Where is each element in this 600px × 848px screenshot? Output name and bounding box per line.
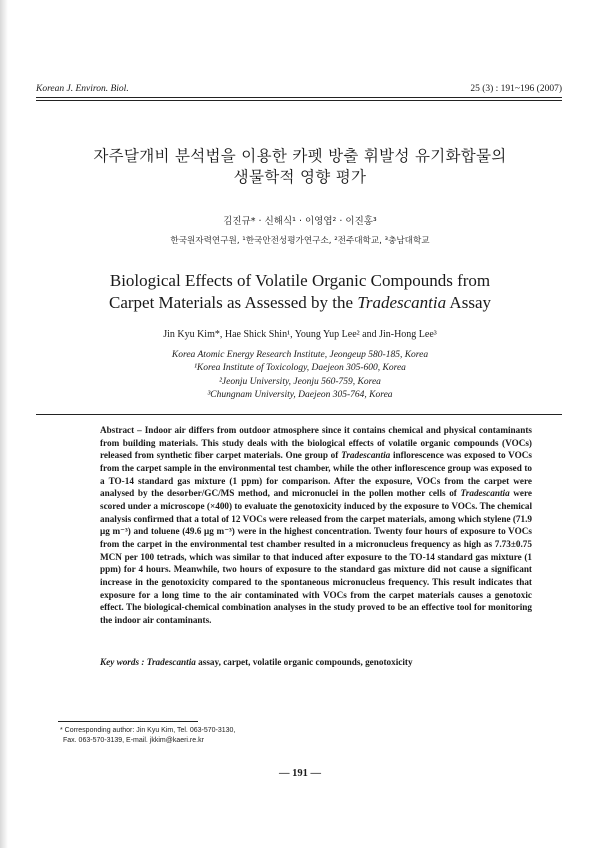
abstract-segment: inflorescence was exposed to VOCs from the carpet sample in the environmental test chamber, while the other inflorescence group was exposed to a TO-14 standard gas mixture (1 ppm) for comparison. After the exposure, VOCs from the carpet were analysed by the desorber/GC/MS method, and micronuclei in the pollen mother cells of — [100, 450, 532, 499]
footnote-line2: Fax. 063-570-3139, E-mail. jkkim@kaeri.re.kr — [63, 736, 204, 744]
abstract-species: Tradescantia — [341, 450, 391, 461]
page-number: — 191 — — [279, 768, 321, 779]
keywords — [100, 657, 532, 667]
footnote-line1: * Corresponding author: Jin Kyu Kim, Tel. 063-570-3130, — [60, 727, 236, 734]
affiliation-line: ¹Korea Institute of Toxicology, Daejeon 305-600, Korea — [194, 363, 406, 374]
english-title-line2-suffix: Assay — [446, 293, 491, 312]
english-title-line1: Biological Effects of Volatile Organic Compounds from — [109, 271, 491, 290]
affiliation-line: ²Jeonju University, Jeonju 560-759, Korea — [219, 376, 381, 387]
english-affiliations — [60, 349, 540, 402]
abstract-segment: were scored under a microscope (×400) to evaluate the genotoxicity induced by the exposure to VOCs. The chemical analysis confirmed that a total of 12 VOCs were released from the carpet materials, among which stylene (71.9 μg m⁻³) and toluene (49.6 μg m⁻³) were in the highest concentration. Twenty four hours of exposure to VOCs from the carpet in the environmental test chamber resulted in a micronucleus frequency as high as 7.73±0.75 MCN per 100 tetrads, which was similar to that induced after exposure to the TO-14 standard gas mixture (1 ppm) for 4 hours. Meanwhile, two hours of exposure to the standard gas mixture did not cause a significant increase in the genotoxicity compared to the spontaneous micronucleus frequency. This result indicates that exposure for a long time to the air contaminated with VOCs from the carpet materials causes a genotoxic effect. The biological-chemical combination analyses in the study proved to be an effective tool for monitoring the indoor air contaminants. — [100, 488, 533, 625]
abstract-segment: Abstract – Indoor air differs from outdoor atmosphere since it contains chemical and physical contaminants from building materials. This study deals with the biological effects of volatile organic compounds (VOCs) released from synthetic fiber carpet materials. One group of — [100, 425, 532, 461]
page-edge-shadow — [0, 0, 8, 848]
english-title-species: Tradescantia — [357, 293, 447, 312]
abstract-text — [100, 424, 532, 627]
abstract — [100, 424, 532, 627]
affiliation-line: ³Chungnam University, Daejeon 305-764, Korea — [207, 389, 393, 400]
abstract-rule — [36, 414, 562, 415]
volume-info: 25 (3) : 191~196 (2007) — [470, 84, 562, 94]
journal-name: Korean J. Environ. Biol. — [36, 84, 129, 94]
header-rule — [36, 97, 562, 98]
korean-authors: 김진규* · 신해식¹ · 이영엽² · 이진홍³ — [223, 216, 377, 227]
korean-affiliations: 한국원자력연구원, ¹한국안전성평가연구소, ²전주대학교, ³충남대학교 — [170, 236, 430, 246]
english-title — [40, 270, 560, 314]
english-authors: Jin Kyu Kim*, Hae Shick Shin¹, Young Yup Lee² and Jin-Hong Lee³ — [163, 329, 437, 340]
abstract-species: Tradescantia — [460, 488, 510, 499]
korean-title-line2: 생물학적 영향 평가 — [233, 168, 367, 186]
footnote-rule — [58, 721, 198, 722]
keywords-species: Tradescantia — [146, 657, 196, 667]
korean-title — [60, 146, 540, 188]
affiliation-line: Korea Atomic Energy Research Institute, Jeongeup 580-185, Korea — [171, 350, 429, 360]
english-title-line2-prefix: Carpet Materials as Assessed by the — [108, 293, 358, 312]
corresponding-author-footnote — [60, 726, 235, 745]
keywords-list: assay, carpet, volatile organic compounds, genotoxicity — [195, 657, 413, 667]
header-rule-thin — [36, 100, 562, 101]
keywords-label: Key words : — [100, 657, 147, 667]
english-title-line2 — [40, 292, 560, 314]
korean-title-line1: 자주달개비 분석법을 이용한 카펫 방출 휘발성 유기화합물의 — [93, 147, 507, 165]
